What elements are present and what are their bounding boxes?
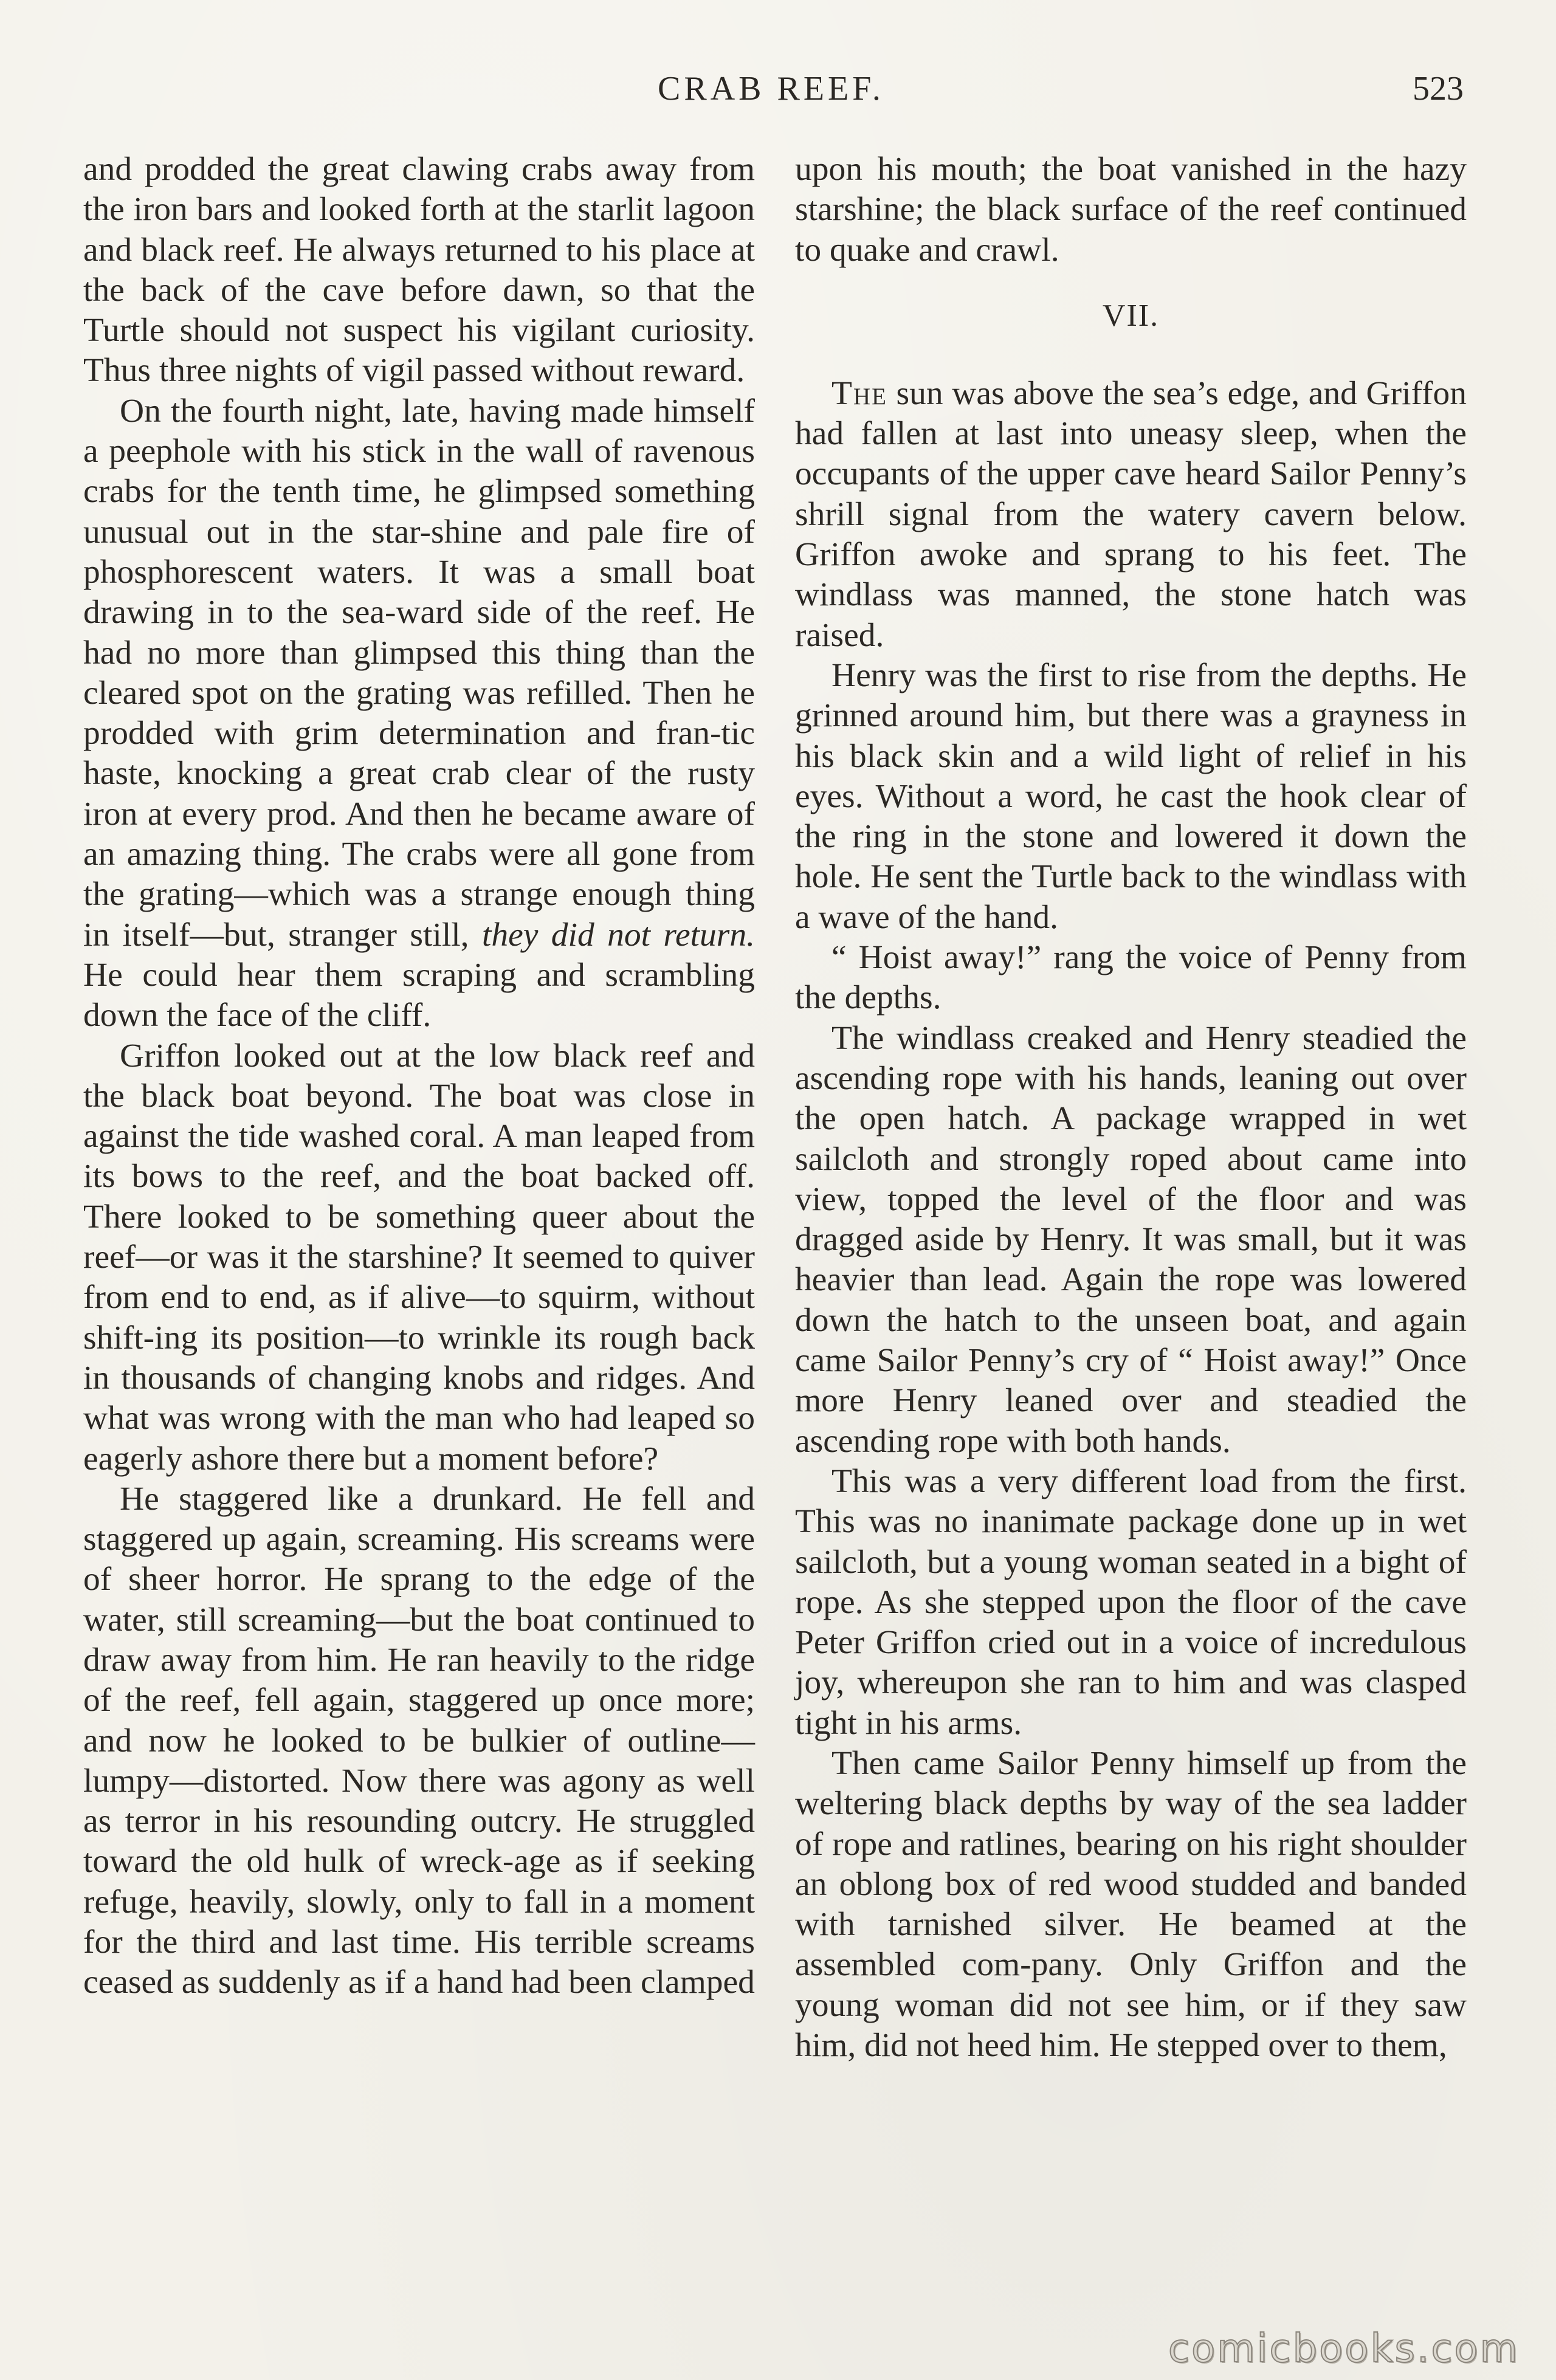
left-column: [83, 150, 755, 2003]
paragraph: Henry was the first to rise from the depths. He grinned around him, but there was a grayness in his black skin and a wild light of relief in his eyes. Without a word, he cast the hook clear of the ring in the stone and lowered it down the hole. He sent the Turtle back to the windlass with a wave of the hand.: [795, 656, 1467, 936]
paragraph: [83, 391, 755, 1036]
running-head: CRAB REEF.: [658, 70, 884, 108]
section-lead-word: The: [831, 374, 887, 412]
paragraph: “ Hoist away!” rang the voice of Penny from the depths.: [795, 939, 1467, 1017]
right-column: [795, 150, 1467, 2066]
paragraph: upon his mouth; the boat vanished in the hazy starshine; the black surface of the reef continued to quake and crawl.: [795, 151, 1467, 269]
watermark: comicbooks.com: [1168, 2327, 1520, 2371]
section-heading: VII.: [1102, 298, 1160, 333]
paragraph-text: On the fourth night, late, having made himself a peephole with his stick in the wall of ravenous crabs for the tenth time, he glimpsed something unusual out in the star-shine and pale fire of phosphorescent waters. It was a small boat drawing in to the sea-ward side of the reef. He had no more than glimpsed this thing than the cleared spot on the grating was refilled. Then he prodded with grim determination and fran-tic haste, knocking a great crab clear of the rusty iron at every prod. And then he became aware of an amazing thing. The crabs were all gone from the grating—which was a strange enough thing in itself—but, stranger still,: [83, 392, 755, 954]
italic-phrase: they did not return.: [481, 916, 756, 954]
paragraph: [795, 374, 1467, 656]
paragraph: Griffon looked out at the low black reef and the black boat beyond. The boat was close in against the tide washed coral. A man leaped from its bows to the reef, and the boat backed off. There looked to be something queer about the reef—or was it the starshine? It seemed to quiver from end to end, as if alive—to squirm, without shift-ing its position—to wrinkle its rough back in thousands of changing knobs and ridges. And what was wrong with the man who had leaped so eagerly ashore there but a moment before?: [83, 1037, 755, 1477]
paragraph: This was a very different load from the first. This was no inanimate package done up in wet sailcloth, but a young woman seated in a bight of rope. As she stepped upon the floor of the cave Peter Griffon cried out in a voice of incredulous joy, whereupon she ran to him and was clasped tight in his arms.: [795, 1462, 1467, 1742]
paragraph: The windlass creaked and Henry steadied the ascending rope with his hands, leaning out over the open hatch. A package wrapped in wet sailcloth and strongly roped about came into view, topped the level of the floor and was dragged aside by Henry. It was small, but it was heavier than lead. Again the rope was lowered down the hatch to the unseen boat, and again came Sailor Penny’s cry of “ Hoist away!” Once more Henry leaned over and steadied the ascending rope with both hands.: [795, 1019, 1467, 1460]
paragraph-text: sun was above the sea’s edge, and Griffon had fallen at last into uneasy sleep, when the occupants of the upper cave heard Sailor Penny’s shrill signal from the watery cavern below. Griffon awoke and sprang to his feet. The windlass was manned, the stone hatch was raised.: [795, 374, 1467, 654]
paragraph: Then came Sailor Penny himself up from the weltering black depths by way of the sea ladder of rope and ratlines, bearing on his right shoulder an oblong box of red wood studded and banded with tarnished silver. He beamed at the assembled com-pany. Only Griffon and the young woman did not see him, or if they saw him, did not heed him. He stepped over to them,: [795, 1744, 1467, 2065]
paragraph: and prodded the great clawing crabs away from the iron bars and looked forth at the starlit lagoon and black reef. He always returned to his place at the back of the cave before dawn, so that the Turtle should not suspect his vigilant curiosity. Thus three nights of vigil passed without reward.: [83, 151, 755, 390]
page-number: 523: [1413, 70, 1464, 108]
paragraph-text: He could hear them scraping and scrambling down the face of the cliff.: [83, 956, 755, 1034]
paragraph: He staggered like a drunkard. He fell and staggered up again, screaming. His screams were of sheer horror. He sprang to the edge of the water, still screaming—but the boat continued to draw away from him. He ran heavily to the ridge of the reef, fell again, staggered up once more; and now he looked to be bulkier of outline—lumpy—distorted. Now there was agony as well as terror in his resounding outcry. He struggled toward the old hulk of wreck-age as if seeking refuge, heavily, slowly, only to fall in a moment for the third and last time. His terrible screams ceased as suddenly as if a hand had been clamped: [83, 1480, 755, 2001]
